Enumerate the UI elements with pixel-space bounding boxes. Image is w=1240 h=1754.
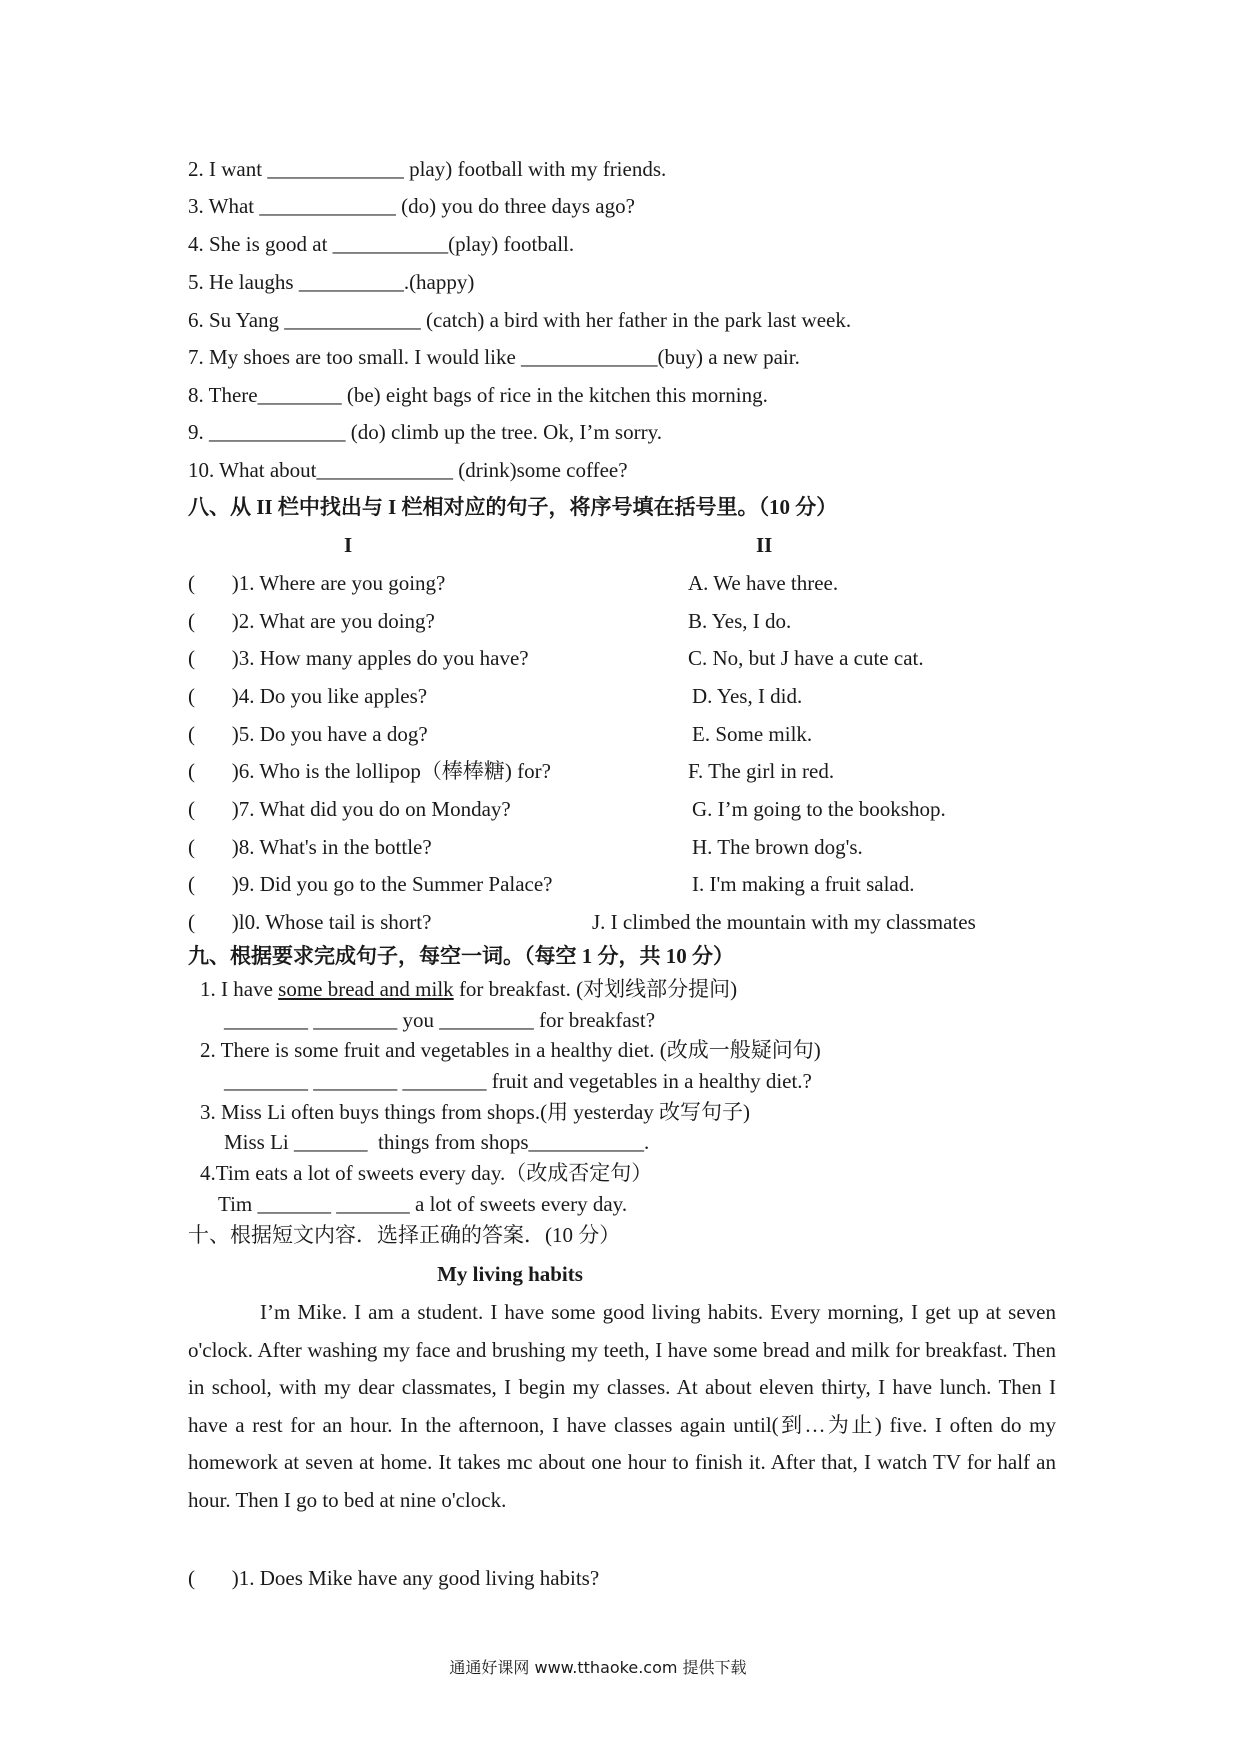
match-question: ( )8. What's in the bottle? [188,835,432,859]
transform-question-3: 3. Miss Li often buys things from shops.(用 yesterday 改写句子) [200,1100,751,1124]
match-question: ( )2. What are you doing? [188,609,435,633]
answer-blank-3: Miss Li _______ things from shops___________. [224,1130,650,1154]
reading-question-1: ( )1. Does Mike have any good living habits? [188,1566,600,1590]
section7-item: 7. My shoes are too small. I would like _____________(buy) a new pair. [188,345,800,369]
match-answer: D. Yes, I did. [692,684,803,708]
match-answer: J. I climbed the mountain with my classmates [592,910,976,934]
answer-blank-1: ________ ________ you _________ for breakfast? [224,1008,656,1032]
match-answer: F. The girl in red. [688,759,835,783]
match-answer: C. No, but J have a cute cat. [688,646,924,670]
footer-download-note: 通通好课网 www.tthaoke.com 提供下载 [449,1658,747,1677]
transform-question-2: 2. There is some fruit and vegetables in a healthy diet. (改成一般疑问句) [200,1038,821,1062]
match-question: ( )1. Where are you going? [188,571,446,595]
match-answer: E. Some milk. [692,722,813,746]
answer-blank-2: ________ ________ ________ fruit and vegetables in a healthy diet.? [224,1069,812,1093]
section7-item: 4. She is good at ___________(play) football. [188,232,575,256]
section10-heading: 十、根据短文内容．选择正确的答案．(10 分） [188,1223,621,1247]
match-answer: H. The brown dog's. [692,835,863,859]
match-answer: G. I’m going to the bookshop. [692,797,946,821]
section7-item: 8. There________ (be) eight bags of rice in the kitchen this morning. [188,383,768,407]
section7-item: 5. He laughs __________.(happy) [188,270,475,294]
section7-item: 3. What _____________ (do) you do three days ago? [188,194,635,218]
match-question: ( )9. Did you go to the Summer Palace? [188,872,553,896]
match-question: ( )7. What did you do on Monday? [188,797,511,821]
answer-blank-4: Tim _______ _______ a lot of sweets every day. [218,1192,628,1216]
q1-prefix: 1. I have [200,977,279,1001]
match-question: ( )6. Who is the lollipop（棒棒糖) for? [188,759,551,783]
section8-heading: 八、从 II 栏中找出与 I 栏相对应的句子，将序号填在括号里。（10 分） [188,495,838,519]
match-question: ( )l0. Whose tail is short? [188,910,432,934]
column-header-ii: II [756,533,773,557]
match-question: ( )3. How many apples do you have? [188,646,529,670]
match-answer: I. I'm making a fruit salad. [692,872,915,896]
match-answer: B. Yes, I do. [688,609,792,633]
section9-heading: 九、根据要求完成句子，每空一词。（每空 1 分，共 10 分） [188,944,734,968]
section7-item: 6. Su Yang _____________ (catch) a bird with her father in the park last week. [188,308,852,332]
match-question: ( )4. Do you like apples? [188,684,428,708]
column-header-i: I [344,533,353,557]
match-question: ( )5. Do you have a dog? [188,722,428,746]
passage-text: I’m Mike. I am a student. I have some good living habits. Every morning, I get up at seven o'clock. After washing my face and brushing my teeth, I have some bread and milk for breakfast. Then in school, with my dear classmates, I begin my classes. At about eleven thirty, I have lunch. Then I have a rest for an hour. In the afternoon, I have classes again until(到…为止) five. I often do my homework at seven at home. It takes mc about one hour to finish it. After that, I watch TV for half an hour. Then I go to bed at nine o'clock. [188,1300,1056,1512]
reading-passage [188,1294,1056,1520]
transform-question-4: 4.Tim eats a lot of sweets every day.（改成否定句） [200,1161,653,1185]
passage-title: My living habits [437,1262,583,1286]
transform-question-1 [200,975,737,1003]
q1-underlined-phrase: some bread and milk [278,977,454,1001]
q1-suffix: for breakfast. (对划线部分提问) [453,977,738,1001]
section7-item: 2. I want _____________ play) football with my friends. [188,157,667,181]
match-answer: A. We have three. [688,571,839,595]
section7-item: 10. What about_____________ (drink)some coffee? [188,458,628,482]
section7-item: 9. _____________ (do) climb up the tree. Ok, I’m sorry. [188,420,662,444]
